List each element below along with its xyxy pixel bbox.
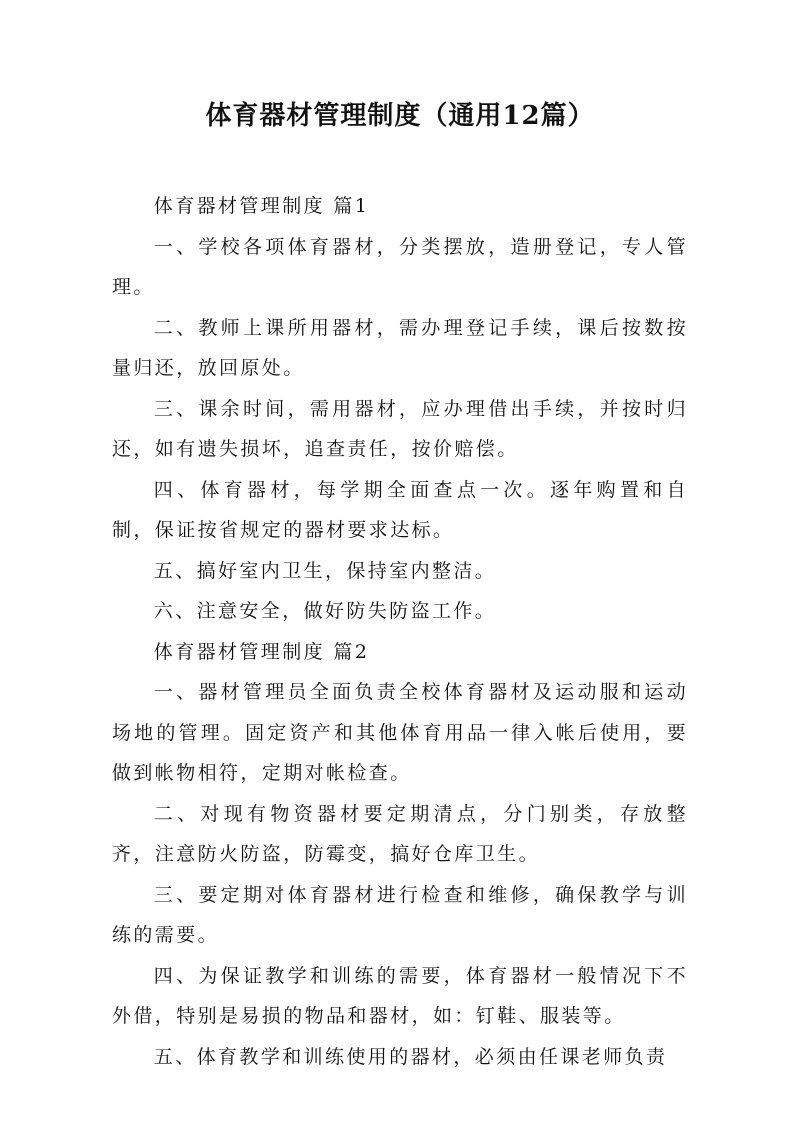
- paragraph: 一、器材管理员全面负责全校体育器材及运动服和运动场地的管理。固定资产和其他体育用品一律入帐后使用，要做到帐物相符，定期对帐检查。: [112, 681, 688, 784]
- paragraph: 六、注意安全，做好防失防盗工作。: [153, 600, 497, 622]
- section-heading-2: 体育器材管理制度 篇2: [153, 640, 370, 663]
- document-body: [112, 186, 688, 1077]
- paragraph: 五、搞好室内卫生，保持室内整洁。: [153, 559, 497, 582]
- document-title: 体育器材管理制度（通用12篇）: [205, 101, 595, 131]
- paragraph: 一、学校各项体育器材，分类摆放，造册登记，专人管理。: [112, 235, 688, 298]
- section-heading-1: 体育器材管理制度 篇1: [153, 195, 370, 217]
- paragraph: 五、体育教学和训练使用的器材，必须由任课老师负责: [153, 1045, 668, 1068]
- paragraph: 二、教师上课所用器材，需办理登记手续，课后按数按量归还，放回原处。: [112, 316, 688, 379]
- paragraph: 四、体育器材，每学期全面查点一次。逐年购置和自制，保证按省规定的器材要求达标。: [112, 478, 688, 541]
- paragraph: 三、要定期对体育器材进行检查和维修，确保教学与训练的需要。: [112, 883, 688, 946]
- paragraph: 二、对现有物资器材要定期清点，分门别类，存放整齐，注意防火防盗，防霉变，搞好仓库卫生。: [112, 802, 688, 865]
- paragraph: 四、为保证教学和训练的需要，体育器材一般情况下不外借，特别是易损的物品和器材，如：钉鞋、服装等。: [112, 964, 688, 1027]
- paragraph: 三、课余时间，需用器材，应办理借出手续，并按时归还，如有遗失损坏，追查责任，按价赔偿。: [112, 397, 688, 460]
